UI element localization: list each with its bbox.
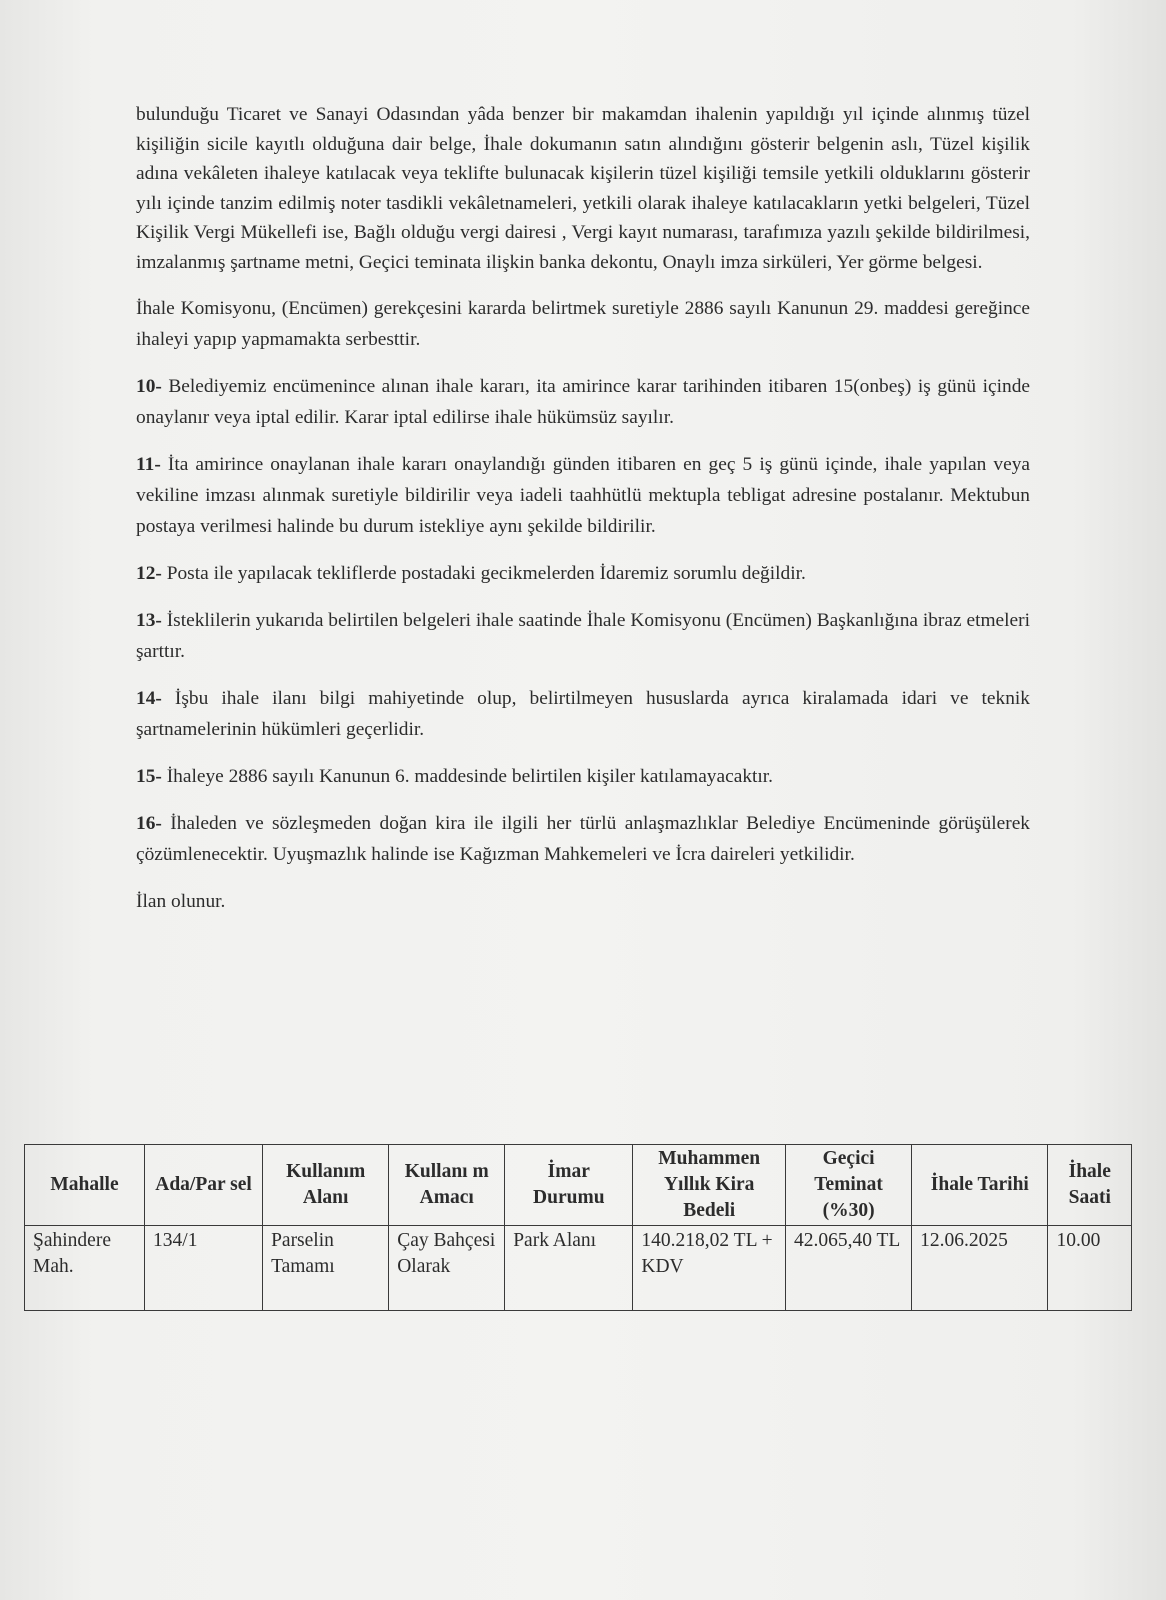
item-text: Belediyemiz encümenince alınan ihale kararı, ita amirince karar tarihinden itibaren 15(onbeş) iş günü içinde onaylanır veya iptal edilir. Karar iptal edilirse ihale hükümsüz sayılır. xyxy=(136,376,1030,428)
item-number: 14- xyxy=(136,688,162,709)
cell-mahalle: Şahindere Mah. xyxy=(25,1226,145,1311)
item-text: İhaleden ve sözleşmeden doğan kira ile ilgili her türlü anlaşmazlıklar Belediye Encümeninde görüşülerek çözümlenecektir. Uyuşmazlık halinde ise Kağızman Mahkemeleri ve İcra daireleri yetkilidir. xyxy=(136,813,1030,865)
header-mahalle: Mahalle xyxy=(25,1145,145,1226)
paragraph-14 xyxy=(136,683,1030,745)
paragraph-11 xyxy=(136,449,1030,542)
paragraph-12 xyxy=(136,558,1030,589)
item-number: 11- xyxy=(136,454,161,475)
cell-ada-parsel: 134/1 xyxy=(145,1226,263,1311)
table-row xyxy=(25,1226,1132,1311)
item-text: İhaleye 2886 sayılı Kanunun 6. maddesinde belirtilen kişiler katılamayacaktır. xyxy=(161,766,774,787)
item-text: Posta ile yapılacak tekliflerde postadaki gecikmelerden İdaremiz sorumlu değildir. xyxy=(161,563,806,584)
item-number: 15- xyxy=(136,766,162,787)
paragraph-intro: bulunduğu Ticaret ve Sanayi Odasından yâda benzer bir makamdan ihalenin yapıldığı yıl içinde alınmış tüzel kişiliğin sicile kayıtlı olduğuna dair belge, İhale dokumanın satın alındığını gösterir belgenin aslı, Tüzel kişilik adına vekâleten ihaleye katılacak veya teklifte bulunacak kişilerin tüzel kişiliği temsile yetkili olduklarını gösterir yılı içinde tanzim edilmiş noter tasdikli vekâletnameleri, yetkili olarak ihaleye katılacakların yetki belgeleri, Tüzel Kişilik Vergi Mükellefi ise, Bağlı olduğu vergi dairesi , Vergi kayıt numarası, tarafımıza yazılı şekilde bildirilmesi, imzalanmış şartname metni, Geçici teminata ilişkin banka dekontu, Onaylı imza sirküleri, Yer görme belgesi. xyxy=(136,104,1030,273)
item-number: 10- xyxy=(136,376,162,397)
paragraph-10 xyxy=(136,371,1030,433)
paragraph-16 xyxy=(136,808,1030,870)
header-ihale-saati: İhale Saati xyxy=(1048,1145,1132,1226)
header-ihale-tarihi: İhale Tarihi xyxy=(912,1145,1048,1226)
paragraph-15 xyxy=(136,761,1030,792)
header-gecici-teminat: Geçici Teminat (%30) xyxy=(786,1145,912,1226)
item-text: İsteklilerin yukarıda belirtilen belgeleri ihale saatinde İhale Komisyonu (Encümen) Başkanlığına ibraz etmeleri şarttır. xyxy=(136,610,1030,662)
header-muhammen-bedel: Muhammen Yıllık Kira Bedeli xyxy=(633,1145,786,1226)
header-kullanim-amaci: Kullanı m Amacı xyxy=(389,1145,505,1226)
paragraph-13 xyxy=(136,605,1030,667)
header-imar-durumu: İmar Durumu xyxy=(505,1145,633,1226)
cell-kullanim-amaci: Çay Bahçesi Olarak xyxy=(389,1226,505,1311)
cell-imar-durumu: Park Alanı xyxy=(505,1226,633,1311)
cell-gecici-teminat: 42.065,40 TL xyxy=(786,1226,912,1311)
cell-muhammen-bedel: 140.218,02 TL + KDV xyxy=(633,1226,786,1311)
item-text: İşbu ihale ilanı bilgi mahiyetinde olup, belirtilmeyen hususlarda ayrıca kiralamada idari ve teknik şartnamelerinin hükümleri geçerlidir. xyxy=(136,688,1030,740)
item-number: 13- xyxy=(136,610,162,631)
item-text: İta amirince onaylanan ihale kararı onaylandığı günden itibaren en geç 5 iş günü içinde, ihale yapılan veya vekiline imzası alınmak suretiyle bildirilir veya iadeli taahhütlü mektupla tebligat adresine postalanır. Mektubun postaya verilmesi halinde bu durum istekliye aynı şekilde bildirilir. xyxy=(136,454,1030,537)
item-number: 12- xyxy=(136,563,162,584)
header-kullanim-alani: Kullanım Alanı xyxy=(263,1145,389,1226)
document-body xyxy=(136,100,1030,933)
closing-line: İlan olunur. xyxy=(136,891,226,912)
header-ada-parsel: Ada/Par sel xyxy=(145,1145,263,1226)
table-header-row xyxy=(25,1145,1132,1226)
item-number: 16- xyxy=(136,813,162,834)
cell-ihale-saati: 10.00 xyxy=(1048,1226,1132,1311)
cell-ihale-tarihi: 12.06.2025 xyxy=(912,1226,1048,1311)
ihale-table xyxy=(24,1144,1132,1311)
cell-kullanim-alani: Parselin Tamamı xyxy=(263,1226,389,1311)
paragraph-komisyon: İhale Komisyonu, (Encümen) gerekçesini kararda belirtmek suretiyle 2886 sayılı Kanunun 29. maddesi gereğince ihaleyi yapıp yapmamakta serbesttir. xyxy=(136,298,1030,350)
